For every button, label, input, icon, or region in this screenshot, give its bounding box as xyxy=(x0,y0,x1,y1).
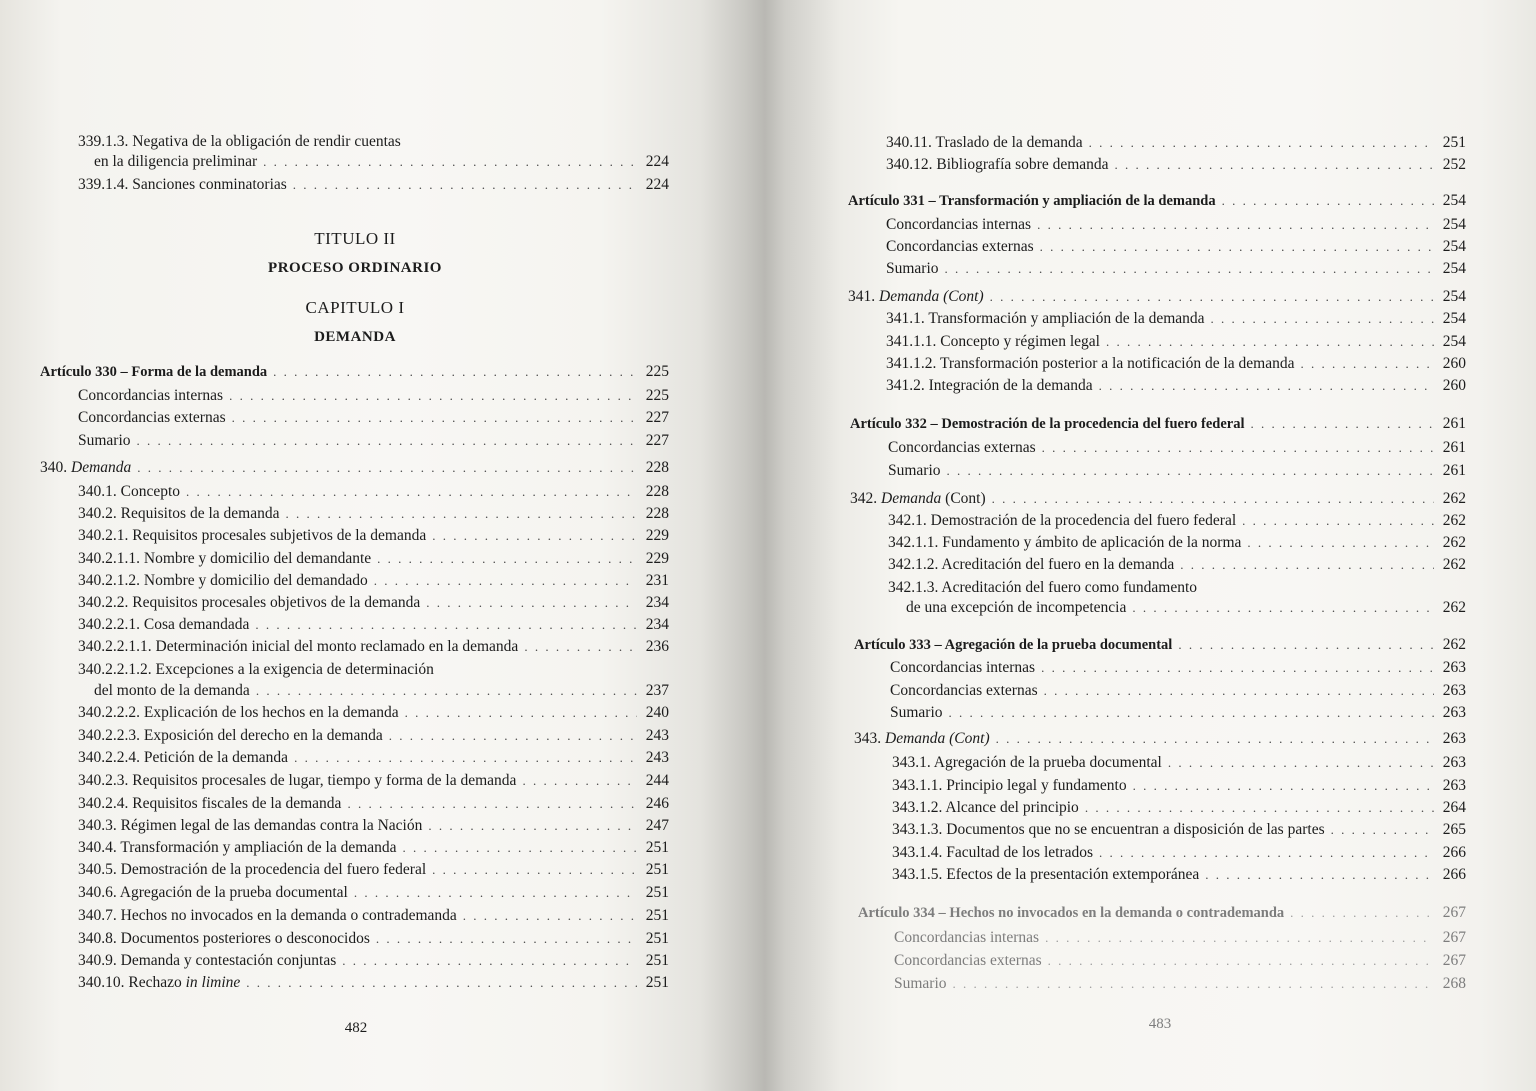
toc-entry: Sumario . . . 261 xyxy=(888,461,1466,481)
toc-entry: Sumario . . . 227 xyxy=(78,431,669,451)
toc-entry: 343.1.1. Principio legal y fundamento . . . 263 xyxy=(892,776,1466,796)
toc-entry-section: 340. Demanda . . . 228 xyxy=(40,458,669,478)
toc-entry: 340.2.2.4. Petición de la demanda . . . 243 xyxy=(78,748,669,768)
toc-entry: en la diligencia preliminar . . . 224 xyxy=(94,152,669,172)
toc-entry: del monto de la demanda . . . 237 xyxy=(94,681,669,701)
toc-entry: 343.1. Agregación de la prueba documental . . . 263 xyxy=(892,753,1466,773)
toc-entry: 343.1.5. Efectos de la presentación extemporánea . . . 266 xyxy=(892,865,1466,885)
toc-entry: 340.2.3. Requisitos procesales de lugar, tiempo y forma de la demanda . . . 244 xyxy=(78,771,669,791)
toc-entry: 340.5. Demostración de la procedencia del fuero federal . . . 251 xyxy=(78,860,669,880)
toc-entry: Sumario . . . 263 xyxy=(890,703,1466,723)
toc-line-339-1-3: 339.1.3. Negativa de la obligación de rendir cuentas xyxy=(78,133,401,150)
toc-entry: Concordancias internas . . . 225 xyxy=(78,386,669,406)
toc-entry: 341.1.1. Concepto y régimen legal . . . 254 xyxy=(886,332,1466,352)
toc-entry: 340.4. Transformación y ampliación de la demanda . . . 251 xyxy=(78,838,669,858)
toc-entry: Concordancias externas . . . 261 xyxy=(888,438,1466,458)
toc-entry: 343.1.3. Documentos que no se encuentran a disposición de las partes . . . 265 xyxy=(892,820,1466,840)
page-number-right: 483 xyxy=(1148,1016,1172,1032)
heading-proceso-ordinario: PROCESO ORDINARIO xyxy=(268,260,442,276)
toc-entry: 340.11. Traslado de la demanda . . . 251 xyxy=(886,133,1466,153)
toc-entry: 339.1.4. Sanciones conminatorias . . . 224 xyxy=(78,175,669,195)
heading-demanda: DEMANDA xyxy=(314,329,396,345)
toc-entry: 343.1.2. Alcance del principio . . . 264 xyxy=(892,798,1466,818)
toc-entry: 340.8. Documentos posteriores o desconocidos . . . 251 xyxy=(78,929,669,949)
toc-entry: 341.1. Transformación y ampliación de la demanda . . . 254 xyxy=(886,309,1466,329)
toc-entry-section: 342. Demanda (Cont) . . . 262 xyxy=(850,489,1466,509)
toc-entry: 340.10. Rechazo in limine . . . 251 xyxy=(78,973,669,993)
toc-entry: Concordancias internas . . . 254 xyxy=(886,215,1466,235)
toc-entry: 340.2. Requisitos de la demanda . . . 228 xyxy=(78,504,669,524)
toc-entry-articulo: Artículo 332 – Demostración de la procedencia del fuero federal . . . 261 xyxy=(850,414,1466,434)
toc-entry: 340.2.2. Requisitos procesales objetivos de la demanda . . . 234 xyxy=(78,593,669,613)
toc-entry-articulo: Artículo 331 – Transformación y ampliación de la demanda . . . 254 xyxy=(848,191,1466,211)
toc-entry: 340.9. Demanda y contestación conjuntas . . . 251 xyxy=(78,951,669,971)
toc-entry: 341.2. Integración de la demanda . . . 260 xyxy=(886,376,1466,396)
toc-entry: 340.2.1.2. Nombre y domicilio del demandado . . . 231 xyxy=(78,571,669,591)
toc-entry: Sumario . . . 254 xyxy=(886,259,1466,279)
toc-entry: Sumario . . . 268 xyxy=(894,974,1466,994)
toc-entry: Concordancias externas . . . 227 xyxy=(78,408,669,428)
toc-entry-articulo: Artículo 333 – Agregación de la prueba documental . . . 262 xyxy=(854,635,1466,655)
toc-entry: 340.3. Régimen legal de las demandas contra la Nación . . . 247 xyxy=(78,816,669,836)
toc-entry: 340.1. Concepto . . . 228 xyxy=(78,482,669,502)
heading-titulo: TITULO II xyxy=(314,229,396,248)
heading-capitulo: CAPITULO I xyxy=(305,298,405,317)
toc-entry: 340.7. Hechos no invocados en la demanda o contrademanda . . . 251 xyxy=(78,906,669,926)
toc-entry: 340.2.1.1. Nombre y domicilio del demandante . . . 229 xyxy=(78,549,669,569)
toc-entry: Concordancias externas . . . 254 xyxy=(886,237,1466,257)
toc-entry-articulo: Artículo 330 – Forma de la demanda . . . 225 xyxy=(40,362,669,382)
toc-entry: 340.2.2.2. Explicación de los hechos en la demanda . . . 240 xyxy=(78,703,669,723)
toc-entry: 341.1.2. Transformación posterior a la notificación de la demanda . . . 260 xyxy=(886,354,1466,374)
toc-entry-section: 341. Demanda (Cont) . . . 254 xyxy=(848,287,1466,307)
toc-entry: de una excepción de incompetencia . . . 262 xyxy=(906,598,1466,618)
toc-entry: 340.6. Agregación de la prueba documental . . . 251 xyxy=(78,883,669,903)
toc-entry: 342.1. Demostración de la procedencia del fuero federal . . . 262 xyxy=(888,511,1466,531)
toc-entry: 340.2.4. Requisitos fiscales de la demanda . . . 246 xyxy=(78,794,669,814)
toc-entry: Concordancias externas . . . 267 xyxy=(894,951,1466,971)
toc-entry: Concordancias externas . . . 263 xyxy=(890,681,1466,701)
toc-entry-articulo: Artículo 334 – Hechos no invocados en la demanda o contrademanda . . . 267 xyxy=(858,903,1466,923)
toc-entry: Concordancias internas . . . 267 xyxy=(894,928,1466,948)
toc-entry: Concordancias internas . . . 263 xyxy=(890,658,1466,678)
toc-line-340-2-2-1-2: 340.2.2.1.2. Excepciones a la exigencia de determinación xyxy=(78,661,434,678)
toc-entry: 340.2.2.3. Exposición del derecho en la demanda . . . 243 xyxy=(78,726,669,746)
toc-entry: 340.2.2.1. Cosa demandada . . . 234 xyxy=(78,615,669,635)
toc-entry: 343.1.4. Facultad de los letrados . . . 266 xyxy=(892,843,1466,863)
toc-line-342-1-3: 342.1.3. Acreditación del fuero como fundamento xyxy=(888,579,1198,596)
page-number-left: 482 xyxy=(344,1020,368,1036)
toc-entry-section: 343. Demanda (Cont) . . . 263 xyxy=(854,729,1466,749)
toc-entry: 340.2.1. Requisitos procesales subjetivos de la demanda . . . 229 xyxy=(78,526,669,546)
toc-entry: 342.1.2. Acreditación del fuero en la demanda . . . 262 xyxy=(888,555,1466,575)
toc-entry: 340.2.2.1.1. Determinación inicial del monto reclamado en la demanda . . . 236 xyxy=(78,637,669,657)
toc-entry: 342.1.1. Fundamento y ámbito de aplicación de la norma . . . 262 xyxy=(888,533,1466,553)
toc-entry: 340.12. Bibliografía sobre demanda . . . 252 xyxy=(886,155,1466,175)
